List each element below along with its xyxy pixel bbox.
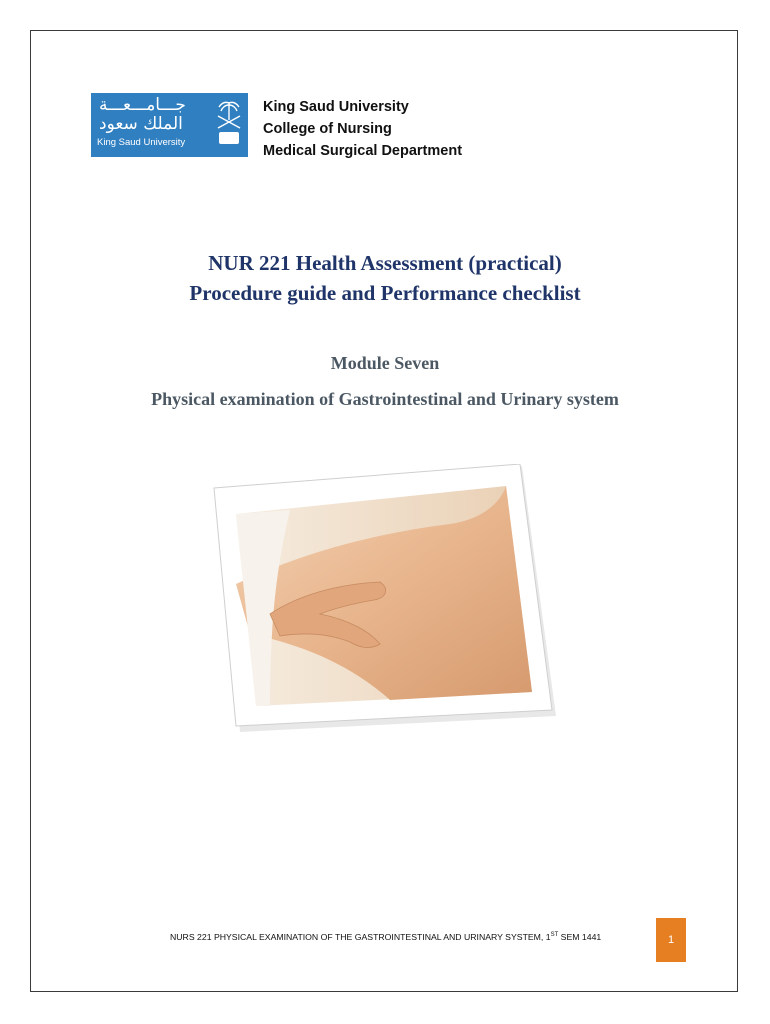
- module-subtitle: Physical examination of Gastrointestinal and Urinary system: [151, 389, 619, 409]
- university-logo: [91, 93, 248, 157]
- palm-swords-emblem-icon: [213, 98, 245, 152]
- module-name: Module Seven: [330, 353, 440, 373]
- logo-arabic-line2: الملك سعود: [99, 114, 183, 134]
- footer-superscript: ST: [550, 932, 559, 939]
- logo-arabic-text: [99, 96, 209, 134]
- university-name: King Saud University: [263, 99, 409, 115]
- module-heading: [0, 352, 770, 410]
- footer-semester: SEM 1441: [558, 932, 602, 942]
- abdominal-exam-photo: [210, 464, 560, 734]
- page-number-badge: [656, 918, 686, 962]
- page-footer: [170, 932, 601, 942]
- department-name: Medical Surgical Department: [263, 143, 463, 159]
- title-line-2: Procedure guide and Performance checklist: [189, 281, 581, 305]
- page-number: 1: [667, 934, 675, 946]
- footer-text: NURS 221 PHYSICAL EXAMINATION OF THE GASTROINTESTINAL AND URINARY SYSTEM, 1: [170, 932, 551, 942]
- institution-header: [263, 96, 462, 162]
- logo-arabic-line1: جـــامـــعـــة: [99, 95, 186, 115]
- college-name: College of Nursing: [263, 121, 392, 137]
- logo-english-text: King Saud University: [97, 137, 186, 148]
- document-title: [0, 248, 770, 308]
- title-line-1: NUR 221 Health Assessment (practical): [208, 251, 562, 275]
